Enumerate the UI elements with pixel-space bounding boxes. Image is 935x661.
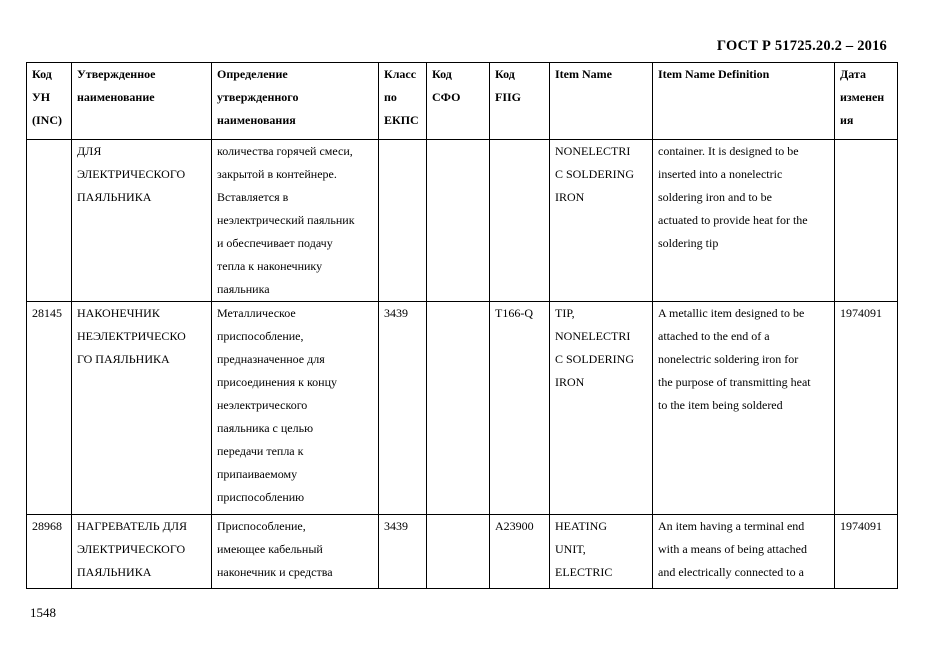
cell-text-line: actuated to provide heat for the — [658, 213, 808, 227]
header-text-line: Определение — [217, 67, 288, 81]
cell-text-line: container. It is designed to be — [658, 144, 799, 158]
sfo-code-cell — [427, 515, 490, 589]
cell-text-line: Приспособление, — [217, 519, 306, 533]
header-text-line: Item Name Definition — [658, 67, 770, 81]
header-text-line: FIIG — [495, 90, 522, 104]
change-date-cell — [835, 302, 898, 515]
cell-text-line: Вставляется в — [217, 190, 289, 204]
item-name-cell — [550, 302, 653, 515]
cell-text-line: ELECTRIC — [555, 565, 613, 579]
cell-text-line: NONELECTRI — [555, 144, 631, 158]
cell-text-line: наконечник и средства — [217, 565, 333, 579]
header-text-line: по — [384, 90, 397, 104]
cell-text-line: предназначенное для — [217, 352, 325, 366]
item-definition-cell — [653, 302, 835, 515]
cell-text-line: and electrically connected to a — [658, 565, 804, 579]
cell-text-line: паяльника — [217, 282, 270, 296]
header-text-line: наименование — [77, 90, 155, 104]
cell-text-line: Металлическое — [217, 306, 296, 320]
class-cell — [379, 302, 427, 515]
class-cell — [379, 515, 427, 589]
inc-code-cell — [27, 140, 72, 302]
inc-code-cell — [27, 302, 72, 515]
item-definition-cell — [653, 140, 835, 302]
header-text-line: СФО — [432, 90, 461, 104]
cell-text-line: приспособление, — [217, 329, 304, 343]
cell-text-line: the purpose of transmitting heat — [658, 375, 811, 389]
header-text-line: Код — [432, 67, 452, 81]
document-title: ГОСТ Р 51725.20.2 – 2016 — [716, 38, 887, 54]
cell-text-line: НАГРЕВАТЕЛЬ ДЛЯ — [77, 519, 187, 533]
item-definition-cell — [653, 515, 835, 589]
cell-text-line: with a means of being attached — [658, 542, 807, 556]
header-text-line: изменен — [840, 90, 885, 104]
cell-text-line: to the item being soldered — [658, 398, 783, 412]
cell-text-line: T166-Q — [495, 306, 533, 320]
cell-text-line: припаиваемому — [217, 467, 298, 481]
col-header-sfo-code — [427, 63, 490, 140]
table-row — [27, 140, 898, 302]
header-text-line: утвержденного — [217, 90, 299, 104]
data-table — [26, 62, 898, 589]
cell-text-line: TIP, — [555, 306, 575, 320]
col-header-approved-name — [72, 63, 212, 140]
change-date-cell — [835, 140, 898, 302]
cell-text-line: неэлектрический паяльник — [217, 213, 355, 227]
cell-text-line: An item having a terminal end — [658, 519, 805, 533]
cell-text-line: NONELECTRI — [555, 329, 631, 343]
table-row — [27, 302, 898, 515]
change-date-cell — [835, 515, 898, 589]
fiig-code-cell — [490, 302, 550, 515]
cell-text-line: ЭЛЕКТРИЧЕСКОГО — [77, 167, 186, 181]
col-header-fiig-code — [490, 63, 550, 140]
cell-text-line: 28145 — [32, 306, 62, 320]
cell-text-line: inserted into a nonelectric — [658, 167, 783, 181]
cell-text-line: НЕЭЛЕКТРИЧЕСКО — [77, 329, 186, 343]
header-text-line: УН — [32, 90, 51, 104]
header-text-line: Item Name — [555, 67, 612, 81]
sfo-code-cell — [427, 302, 490, 515]
cell-text-line: C SOLDERING — [555, 352, 635, 366]
cell-text-line: ЭЛЕКТРИЧЕСКОГО — [77, 542, 186, 556]
item-name-cell — [550, 515, 653, 589]
cell-text-line: IRON — [555, 190, 585, 204]
cell-text-line: ДЛЯ — [77, 144, 102, 158]
cell-text-line: 3439 — [384, 306, 408, 320]
sfo-code-cell — [427, 140, 490, 302]
cell-text-line: тепла к наконечнику — [217, 259, 323, 273]
fiig-code-cell — [490, 140, 550, 302]
cell-text-line: ПАЯЛЬНИКА — [77, 565, 152, 579]
item-name-cell — [550, 140, 653, 302]
fiig-code-cell — [490, 515, 550, 589]
col-header-inc-code — [27, 63, 72, 140]
approved-name-cell — [72, 140, 212, 302]
cell-text-line: 1974091 — [840, 306, 882, 320]
cell-text-line: A23900 — [495, 519, 534, 533]
definition-cell — [212, 515, 379, 589]
header-text-line: Код — [495, 67, 515, 81]
cell-text-line: ПАЯЛЬНИКА — [77, 190, 152, 204]
col-header-item-name-definition — [653, 63, 835, 140]
cell-text-line: закрытой в контейнере. — [217, 167, 337, 181]
header-text-line: ия — [840, 113, 854, 127]
cell-text-line: неэлектрического — [217, 398, 308, 412]
col-header-class — [379, 63, 427, 140]
cell-text-line: 3439 — [384, 519, 408, 533]
header-text-line: Утвержденное — [77, 67, 156, 81]
definition-cell — [212, 140, 379, 302]
col-header-change-date — [835, 63, 898, 140]
header-text-line: (INC) — [32, 113, 62, 127]
cell-text-line: 28968 — [32, 519, 62, 533]
cell-text-line: количества горячей смеси, — [217, 144, 353, 158]
approved-name-cell — [72, 515, 212, 589]
cell-text-line: 1974091 — [840, 519, 882, 533]
cell-text-line: имеющее кабельный — [217, 542, 323, 556]
cell-text-line: soldering iron and to be — [658, 190, 772, 204]
cell-text-line: C SOLDERING — [555, 167, 635, 181]
col-header-item-name — [550, 63, 653, 140]
page-number: 1548 — [30, 605, 56, 620]
definition-cell — [212, 302, 379, 515]
cell-text-line: UNIT, — [555, 542, 586, 556]
class-cell — [379, 140, 427, 302]
cell-text-line: attached to the end of a — [658, 329, 770, 343]
cell-text-line: HEATING — [555, 519, 607, 533]
inc-code-cell — [27, 515, 72, 589]
cell-text-line: и обеспечивает подачу — [217, 236, 333, 250]
cell-text-line: nonelectric soldering iron for — [658, 352, 799, 366]
header-text-line: ЕКПС — [384, 113, 419, 127]
col-header-definition — [212, 63, 379, 140]
approved-name-cell — [72, 302, 212, 515]
cell-text-line: НАКОНЕЧНИК — [77, 306, 160, 320]
cell-text-line: присоединения к концу — [217, 375, 338, 389]
cell-text-line: ГО ПАЯЛЬНИКА — [77, 352, 170, 366]
cell-text-line: передачи тепла к — [217, 444, 304, 458]
header-text-line: Класс — [384, 67, 417, 81]
cell-text-line: soldering tip — [658, 236, 719, 250]
cell-text-line: приспособлению — [217, 490, 305, 504]
header-row — [27, 63, 898, 140]
header-text-line: Код — [32, 67, 52, 81]
table-row — [27, 515, 898, 589]
header-text-line: наименования — [217, 113, 296, 127]
cell-text-line: паяльника с целью — [217, 421, 314, 435]
header-text-line: Дата — [840, 67, 866, 81]
cell-text-line: A metallic item designed to be — [658, 306, 805, 320]
cell-text-line: IRON — [555, 375, 585, 389]
